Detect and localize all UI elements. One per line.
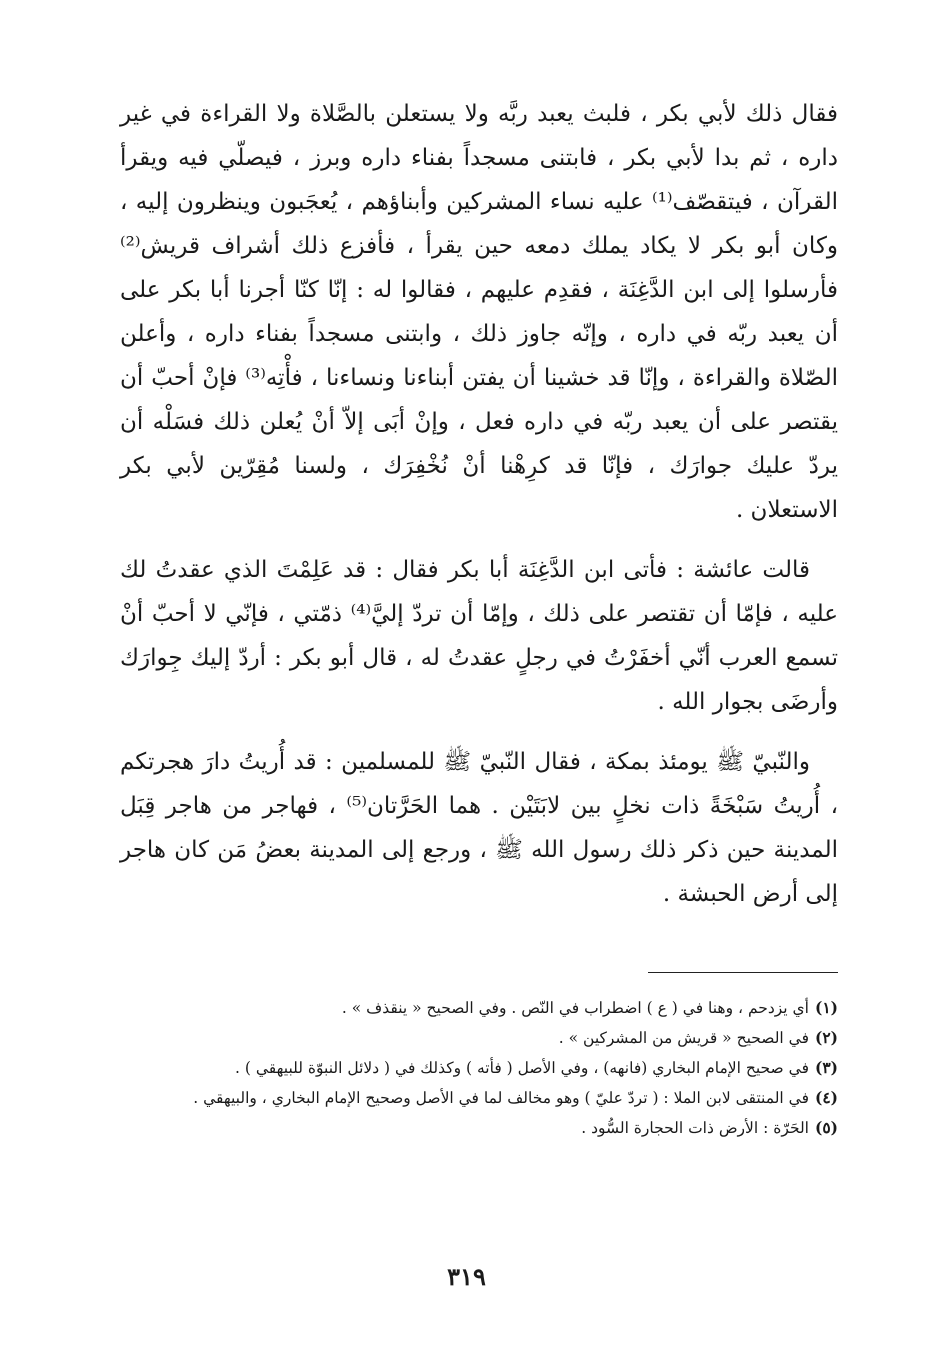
footnote-3 [120,1055,838,1081]
footnote-text: أي يزدحم ، وهنا في ( ع ) اضطراب في النّص . وفي الصحيح « ينقذف » . [341,999,809,1017]
paragraph-2-text: قالت عائشة : فأتى ابن الدَّغِنَة أبا بكر فقال : قد عَلِمْتَ الذي عقدتُ لك عليه ، فإمّا أن تقتصر على ذلك ، وإمّا أن تردّ إليَّ⁽⁴⁾ ذمّتي ، فإنّي لا أحبّ أنْ تسمع العرب أنّي أخفَرْتُ في رجلٍ عقدتُ له ، قال أبو بكر : أردّ إليك جِوارَك وأرضَى بجوار الله . [120,557,838,715]
paragraph-3-text: والنّبيّ ﷺ يومئذ بمكة ، فقال النّبيّ ﷺ للمسلمين : قد أُريتُ دارَ هجرتكم ، أُريتُ سَبْخَةً ذات نخلٍ بين لابَتَيْن . هما الحَرَّتان⁽⁵⁾ ، فهاجر من هاجر قِبَل المدينة حين ذكر ذلك رسول الله ﷺ ، ورجع إلى المدينة بعضُ مَن كان هاجر إلى أرض الحبشة . [120,749,839,907]
footnote-number: (١) [814,998,838,1017]
footnote-number: (٤) [814,1088,838,1107]
footnote-text: في المنتقى لابن الملا : ( تردّ عليّ ) وهو مخالف لما في الأصل وصحيح الإمام البخاري ، والبيهقي . [193,1089,809,1107]
footnote-text: الحَرّة : الأرض ذات الحجارة السُّود . [581,1119,809,1137]
footnote-2 [120,1025,838,1051]
footnotes [120,995,838,1145]
paragraph-1: فقال ذلك لأبي بكر ، فلبث يعبد ربَّه ولا يستعلن بالصَّلاة ولا القراءة في غير داره ، ثم بدا لأبي بكر ، فابتنى مسجداً بفناء داره وبرز ، فيصلّي فيه ويقرأ القرآن ، فيتقصّف⁽¹⁾ عليه نساء المشركين وأبناؤهم ، يُعجَبون وينظرون إليه ، وكان أبو بكر لا يكاد يملك دمعه حين يقرأ ، فأفزع ذلك أشراف قريش⁽²⁾ فأرسلوا إلى ابن الدَّغِنَة ، فقدِم عليهم ، فقالوا له : إنّا كنّا أجرنا أبا بكر على أن يعبد ربّه في داره ، وإنّه جاوز ذلك ، وابتنى مسجداً بفناء داره ، وأعلن الصّلاة والقراءة ، وإنّا قد خشينا أن يفتن أبناءنا ونساءنا ، فأْتِه⁽³⁾ فإنْ أحبّ أن يقتصر على أن يعبد ربّه في داره فعل ، وإنْ أبَى إلاّ أنْ يُعلن ذلك فسَلْه أن يردّ عليك جوارَك ، فإنّا قد كرِهْنا أنْ نُخْفِرَك ، ولسنا مُقِرّين لأبي بكر الاستعلان . [120,101,838,523]
footnote-5 [120,1115,838,1141]
paragraph-2 [120,548,838,724]
page-number: ٣١٩ [447,1262,486,1291]
footnote-4 [120,1085,838,1111]
footnote-separator [648,972,838,973]
main-text [120,92,838,916]
paragraph-3 [120,740,838,916]
footnote-number: (٣) [814,1058,838,1077]
footnote-text: في صحيح الإمام البخاري (فانهه) ، وفي الأصل ( فأته ) وكذلك في ( دلائل النبوّة للبيهقي ) . [235,1059,809,1077]
footnote-1 [120,995,838,1021]
footnote-text: في الصحيح « قريش من المشركين » . [558,1029,809,1047]
footnote-number: (٢) [814,1028,838,1047]
footnote-number: (٥) [814,1118,838,1137]
